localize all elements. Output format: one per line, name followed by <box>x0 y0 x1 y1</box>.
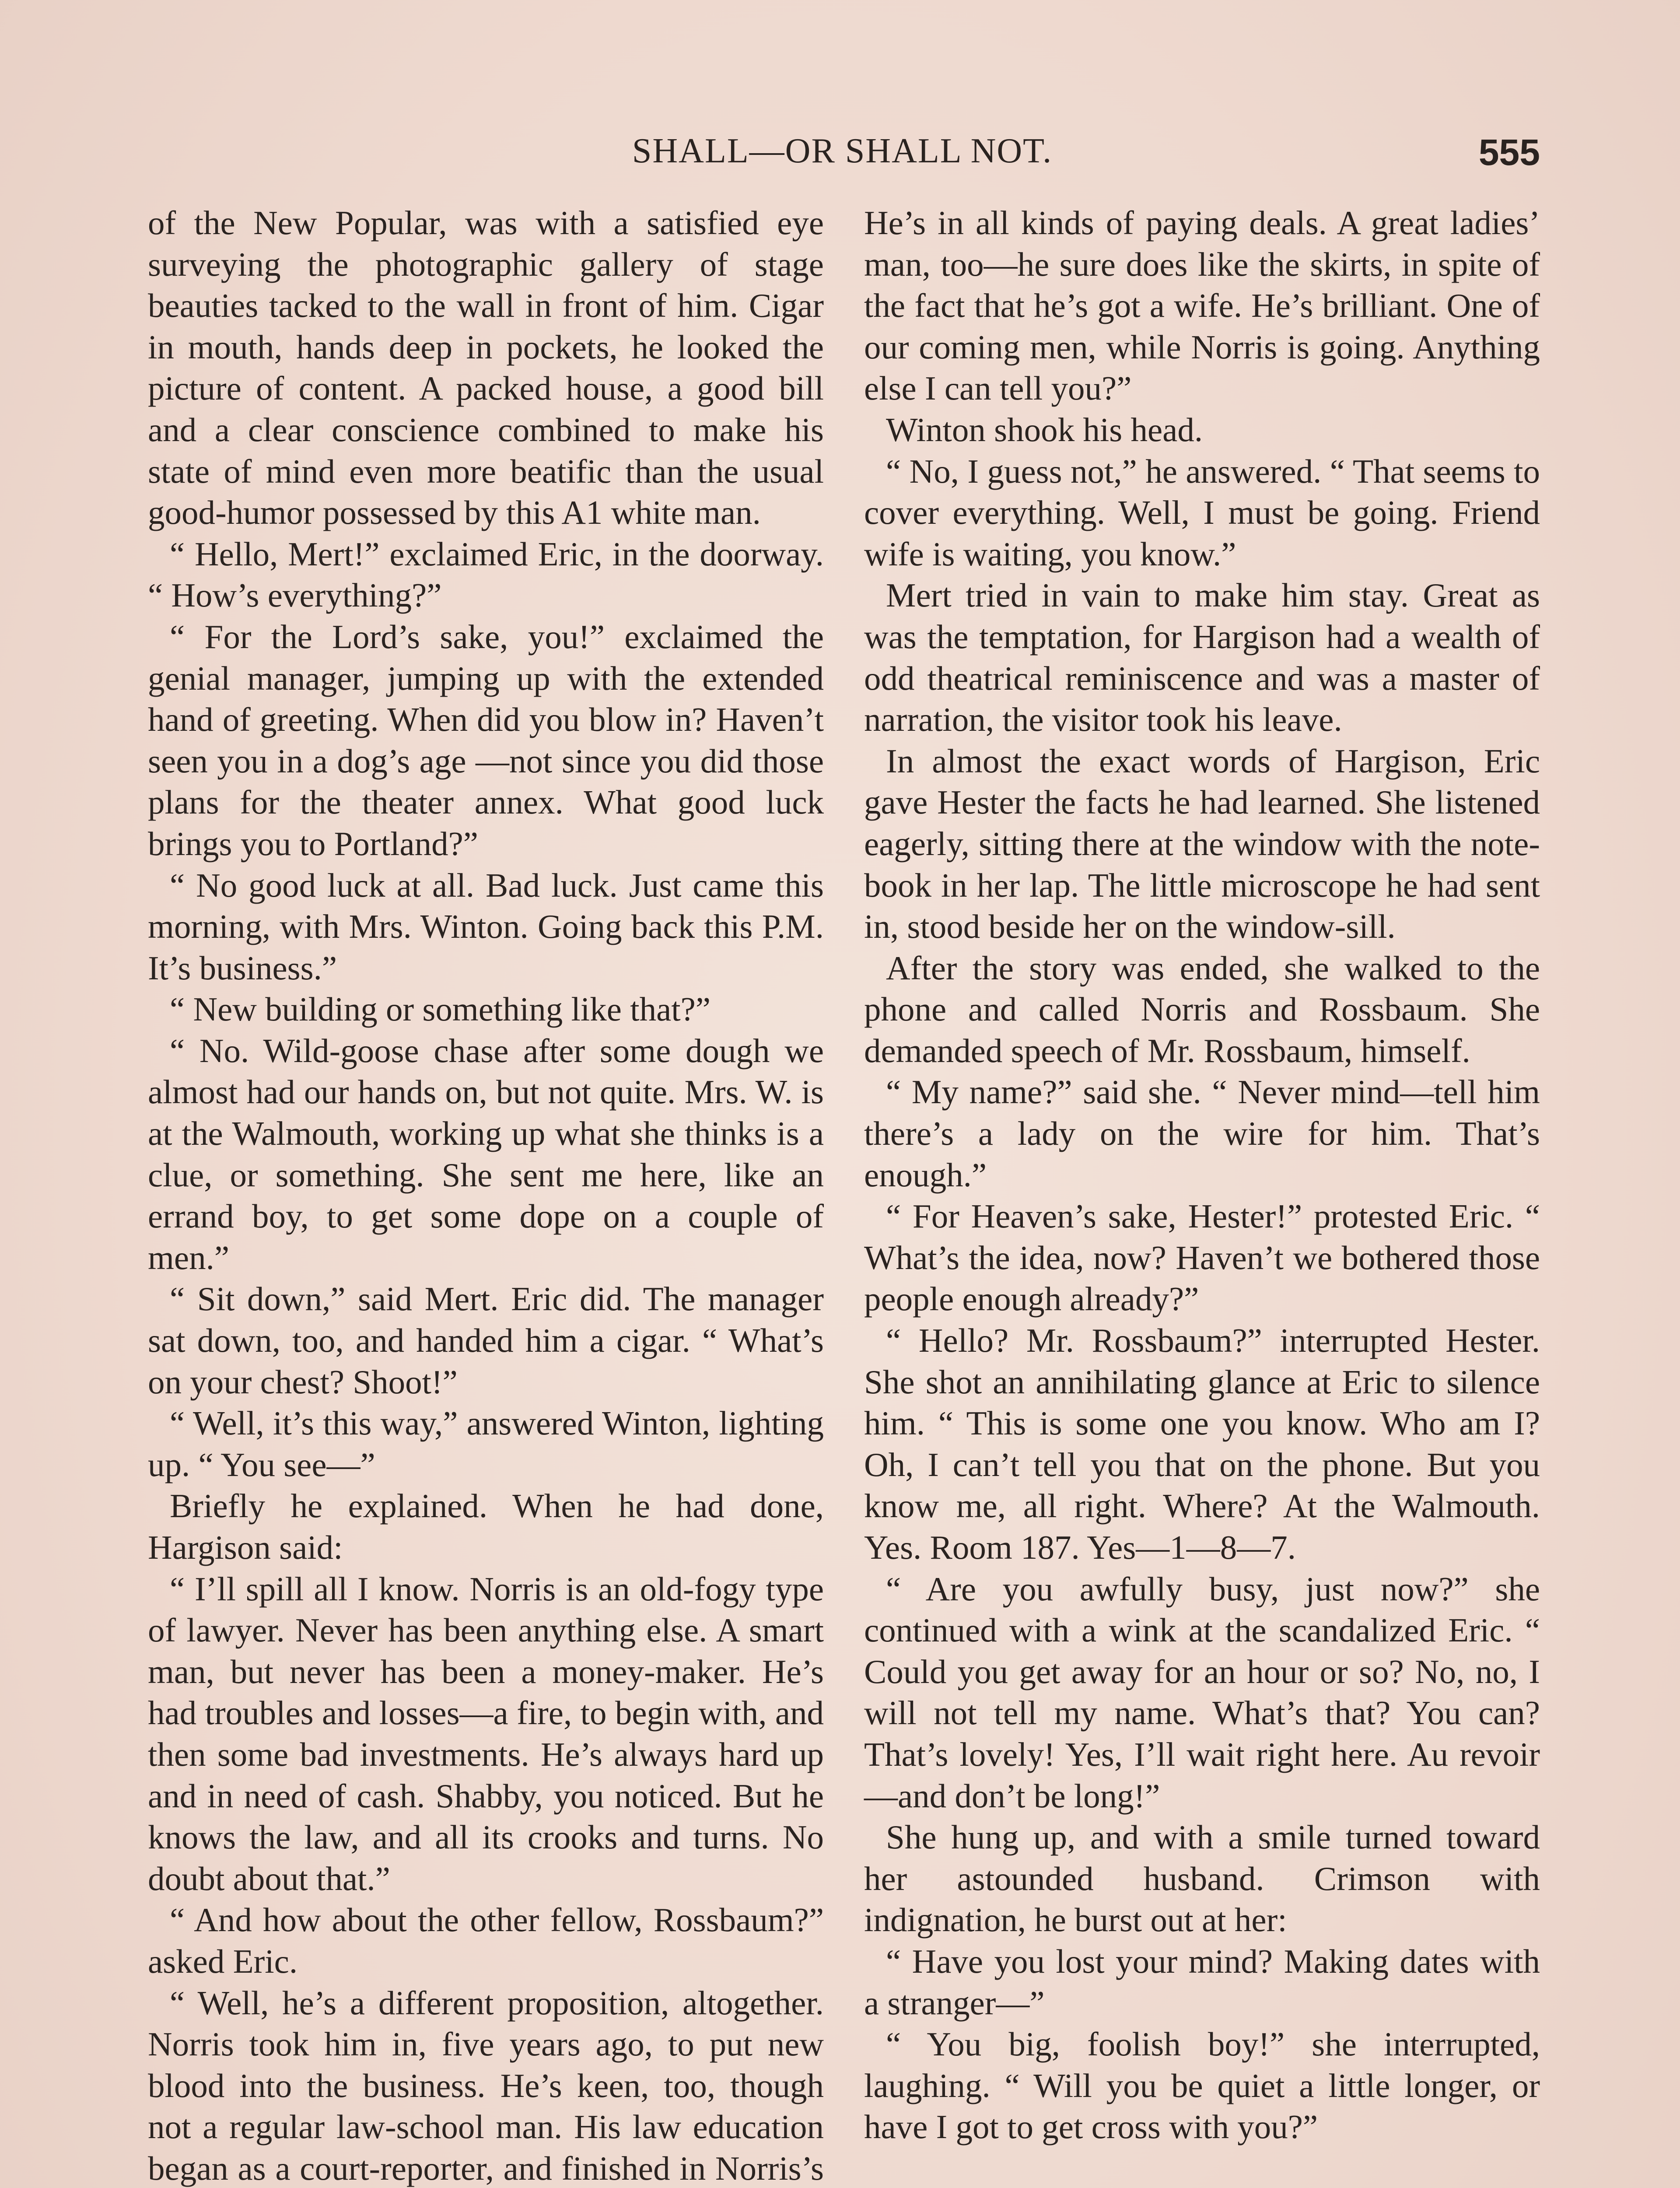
paragraph: “ For Heaven’s sake, Hester!” protested Eric. “ What’s the idea, now? Haven’t we bothered those people enough already?” <box>864 1197 1540 1318</box>
paragraph: “ No. Wild-goose chase after some dough we almost had our hands on, but not quite. Mrs. W. is at the Walmouth, working up what she thinks is a clue, or something. She sent me here, like an errand boy, to get some dope on a couple of men.” <box>148 1031 824 1276</box>
page-header <box>144 131 1540 179</box>
paragraph: “ Have you lost your mind? Making dates with a stranger—” <box>864 1942 1540 2022</box>
running-head: SHALL—OR SHALL NOT. <box>632 132 1053 170</box>
right-column <box>864 202 1540 2148</box>
paragraph: “ Hello, Mert!” exclaimed Eric, in the doorway. “ How’s everything?” <box>148 535 824 614</box>
paragraph: “ For the Lord’s sake, you!” exclaimed the genial manager, jumping up with the extended hand of greeting. When did you blow in? Haven’t seen you in a dog’s age —not since you did those plans for the theater annex. What good luck brings you to Portland?” <box>148 617 824 863</box>
paragraph: Mert tried in vain to make him stay. Great as was the temptation, for Hargison had a wealth of odd theatrical reminiscence and was a master of narration, the visitor took his leave. <box>864 576 1540 739</box>
paragraph: Briefly he explained. When he had done, Hargison said: <box>148 1487 824 1566</box>
paragraph: “ My name?” said she. “ Never mind—tell him there’s a lady on the wire for him. That’s enough.” <box>864 1073 1540 1194</box>
paragraph: “ I’ll spill all I know. Norris is an old-fogy type of lawyer. Never has been anything else. A smart man, but never has been a money-maker. He’s had troubles and losses—a fire, to begin with, and then some bad investments. He’s always hard up and in need of cash. Shabby, you noticed. But he knows the law, and all its crooks and turns. No doubt about that.” <box>148 1570 824 1897</box>
paragraph: “ No good luck at all. Bad luck. Just came this morning, with Mrs. Winton. Going back this P.M. It’s business.” <box>148 866 824 987</box>
paragraph: After the story was ended, she walked to the phone and called Norris and Rossbaum. She demanded speech of Mr. Rossbaum, himself. <box>864 949 1540 1069</box>
paragraph: of the New Popular, was with a satisfied eye surveying the photographic gallery of stage beauties tacked to the wall in front of him. Cigar in mouth, hands deep in pockets, he looked the picture of content. A packed house, a good bill and a clear conscience combined to make his state of mind even more beatific than the usual good-humor possessed by this A1 white man. <box>148 204 824 532</box>
paragraph: In almost the exact words of Hargison, Eric gave Hester the facts he had learned. She listened eagerly, sitting there at the window with the note-book in her lap. The little microscope he had sent in, stood beside her on the window-sill. <box>864 742 1540 946</box>
paragraph: He’s in all kinds of paying deals. A great ladies’ man, too—he sure does like the skirts, in spite of the fact that he’s got a wife. He’s brilliant. One of our coming men, while Norris is going. Anything else I can tell you?” <box>864 204 1540 407</box>
paragraph: Winton shook his head. <box>886 410 1203 449</box>
page-number: 555 <box>1478 132 1540 173</box>
text-columns <box>148 202 1544 2188</box>
paragraph: “ New building or something like that?” <box>170 990 711 1028</box>
paragraph: “ Are you awfully busy, just now?” she continued with a wink at the scandalized Eric. “ Could you get away for an hour or so? No, no, I will not tell my name. What’s that? You can? That’s lovely! Yes, I’ll wait right here. Au revoir—and don’t be long!” <box>864 1570 1540 1815</box>
paragraph: “ You big, foolish boy!” she interrupted, laughing. “ Will you be quiet a little longer, or have I got to get cross with you?” <box>864 2025 1540 2146</box>
paragraph: “ Well, he’s a different proposition, altogether. Norris took him in, five years ago, to put new blood into the business. He’s keen, too, though not a regular law-school man. His law education began as a court-reporter, and finished in Norris’s <box>148 1984 824 2187</box>
paragraph: She hung up, and with a smile turned toward her astounded husband. Crimson with indignation, he burst out at her: <box>864 1818 1540 1939</box>
paragraph: “ No, I guess not,” he answered. “ That seems to cover everything. Well, I must be going. Friend wife is waiting, you know.” <box>864 452 1540 573</box>
paragraph: “ Well, it’s this way,” answered Winton, lighting up. “ You see—” <box>148 1404 824 1483</box>
paragraph: “ And how about the other fellow, Rossbaum?” asked Eric. <box>148 1901 824 1980</box>
paragraph: “ Hello? Mr. Rossbaum?” interrupted Hester. She shot an annihilating glance at Eric to silence him. “ This is some one you know. Who am I? Oh, I can’t tell you that on the phone. But you know me, all right. Where? At the Walmouth. Yes. Room 187. Yes—1—8—7. <box>864 1322 1540 1566</box>
left-column <box>148 202 824 2188</box>
paragraph: “ Sit down,” said Mert. Eric did. The manager sat down, too, and handed him a cigar. “ What’s on your chest? Shoot!” <box>148 1280 824 1401</box>
